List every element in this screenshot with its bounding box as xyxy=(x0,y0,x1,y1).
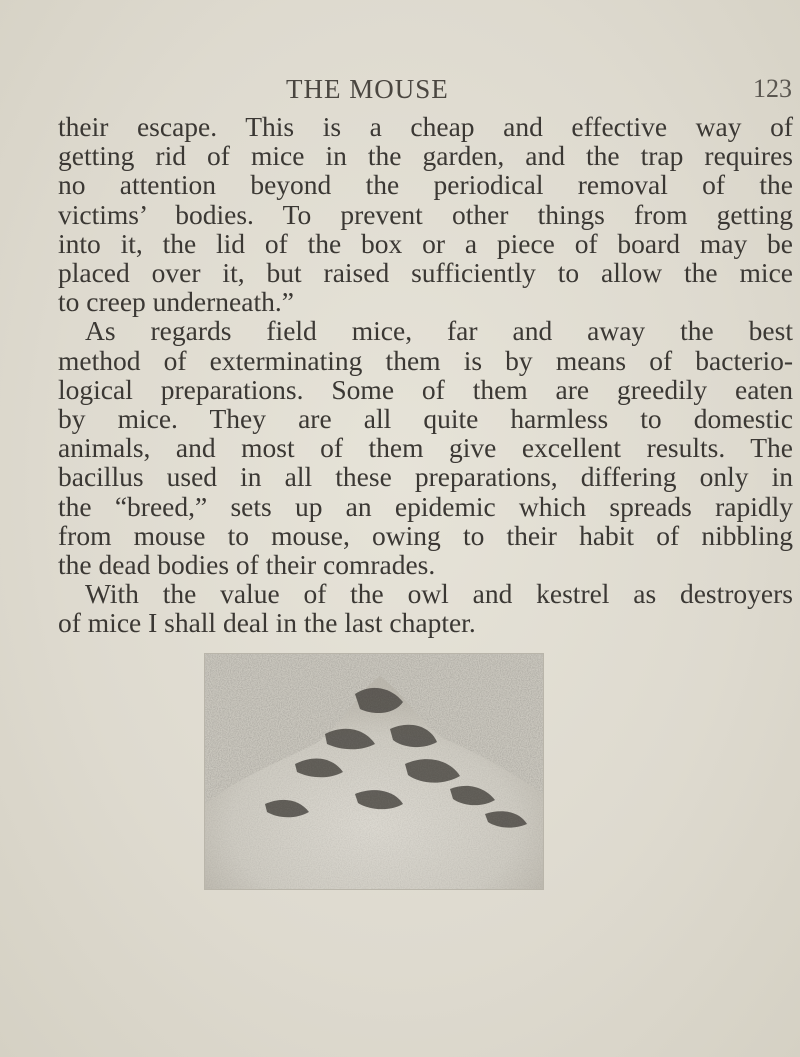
mouse-nest-illustration xyxy=(205,654,543,889)
text-line: of mice I shall deal in the last chapter. xyxy=(58,607,476,639)
text-line: from mouse to mouse, owing to their habit of nibbling xyxy=(58,519,793,551)
text-line: the dead bodies of their comrades. xyxy=(58,549,436,581)
page-number: 123 xyxy=(753,74,792,103)
text-line: victims’ bodies. To prevent other things from getting xyxy=(58,198,793,230)
text-line: placed over it, but raised sufficiently to allow the mice xyxy=(58,257,793,289)
text-line: to creep underneath.” xyxy=(58,286,294,318)
text-line: no attention beyond the periodical removal of the xyxy=(58,169,793,201)
text-line: by mice. They are all quite harmless to domestic xyxy=(58,403,793,435)
illustration-plate xyxy=(204,653,544,890)
body-text xyxy=(58,112,793,638)
text-line: method of exterminating them is by means of bacterio- xyxy=(58,344,793,376)
page-header xyxy=(60,74,800,114)
text-line: animals, and most of them give excellent results. The xyxy=(58,432,793,464)
text-line: their escape. This is a cheap and effective way of xyxy=(58,111,793,142)
text-line: As regards field mice, far and away the best xyxy=(85,315,793,347)
text-line: the “breed,” sets up an epidemic which spreads rapidly xyxy=(58,490,793,522)
text-line: into it, the lid of the box or a piece of board may be xyxy=(58,227,793,259)
text-line: getting rid of mice in the garden, and the trap requires xyxy=(58,140,793,172)
text-line: With the value of the owl and kestrel as destroyers xyxy=(85,578,793,610)
text-line: bacillus used in all these preparations, differing only in xyxy=(58,461,793,493)
running-head: THE MOUSE xyxy=(286,74,449,104)
text-line: logical preparations. Some of them are greedily eaten xyxy=(58,373,793,405)
